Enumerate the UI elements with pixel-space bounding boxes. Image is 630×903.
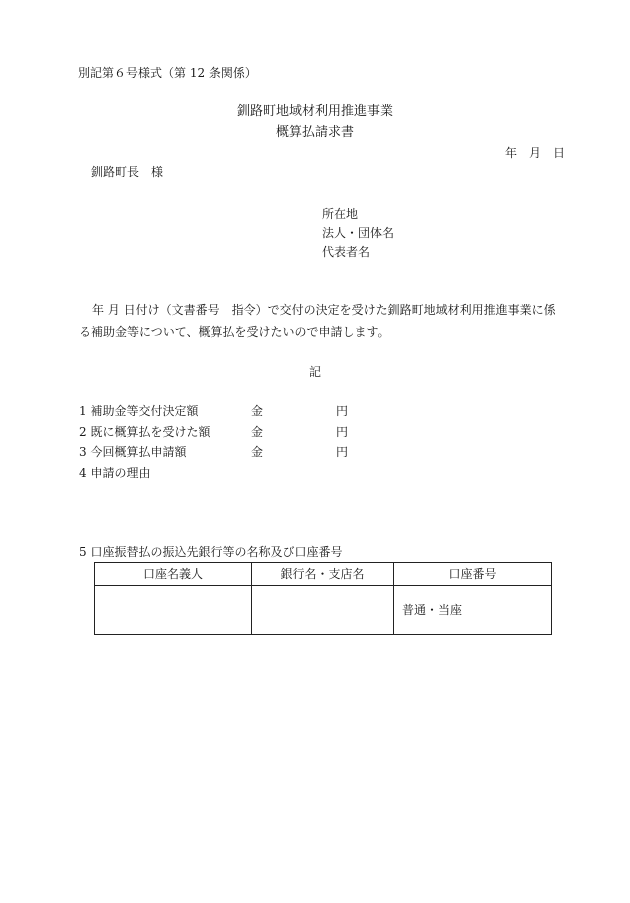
form-number-label: 別記第６号様式（第 12 条関係） [78, 66, 257, 80]
body-text-line1: 年 月 日付け（文書番号 指令）で交付の決定を受けた釧路町地域材利用推進事業に係 [92, 303, 556, 317]
item-unit: 円 [336, 425, 349, 439]
reason-label: 4 申請の理由 [79, 466, 151, 480]
document-title-line1: 釧路町地域材利用推進事業 [236, 104, 393, 119]
item-unit: 円 [336, 404, 349, 418]
ki-heading: 記 [308, 365, 321, 379]
column-header-account-holder: 口座名義人 [95, 563, 252, 586]
column-header-account-number: 口座番号 [394, 563, 552, 586]
bank-account-table [94, 562, 552, 635]
document-title-line2: 概算払請求書 [275, 125, 354, 140]
applicant-representative-label: 代表者名 [322, 245, 371, 259]
bank-branch-cell [252, 586, 394, 635]
item-prefix: 金 [251, 404, 264, 418]
item-label: 3 今回概算払申請額 [79, 445, 187, 459]
account-number-cell: 普通・当座 [394, 586, 552, 635]
item-prefix: 金 [251, 445, 264, 459]
applicant-organization-label: 法人・団体名 [322, 226, 395, 240]
bank-section-label: 5 口座振替払の振込先銀行等の名称及び口座番号 [79, 545, 343, 559]
table-row [95, 586, 552, 635]
item-prefix: 金 [251, 425, 264, 439]
account-holder-cell [95, 586, 252, 635]
body-text-line2: る補助金等について、概算払を受けたいので申請します。 [79, 325, 390, 339]
table-header-row [95, 563, 552, 586]
date-line: 年 月 日 [505, 146, 566, 160]
column-header-bank-branch: 銀行名・支店名 [252, 563, 394, 586]
item-unit: 円 [336, 445, 349, 459]
item-label: 1 補助金等交付決定額 [79, 404, 199, 418]
item-label: 2 既に概算払を受けた額 [79, 425, 211, 439]
applicant-address-label: 所在地 [322, 207, 359, 221]
addressee: 釧路町長 様 [91, 165, 164, 179]
